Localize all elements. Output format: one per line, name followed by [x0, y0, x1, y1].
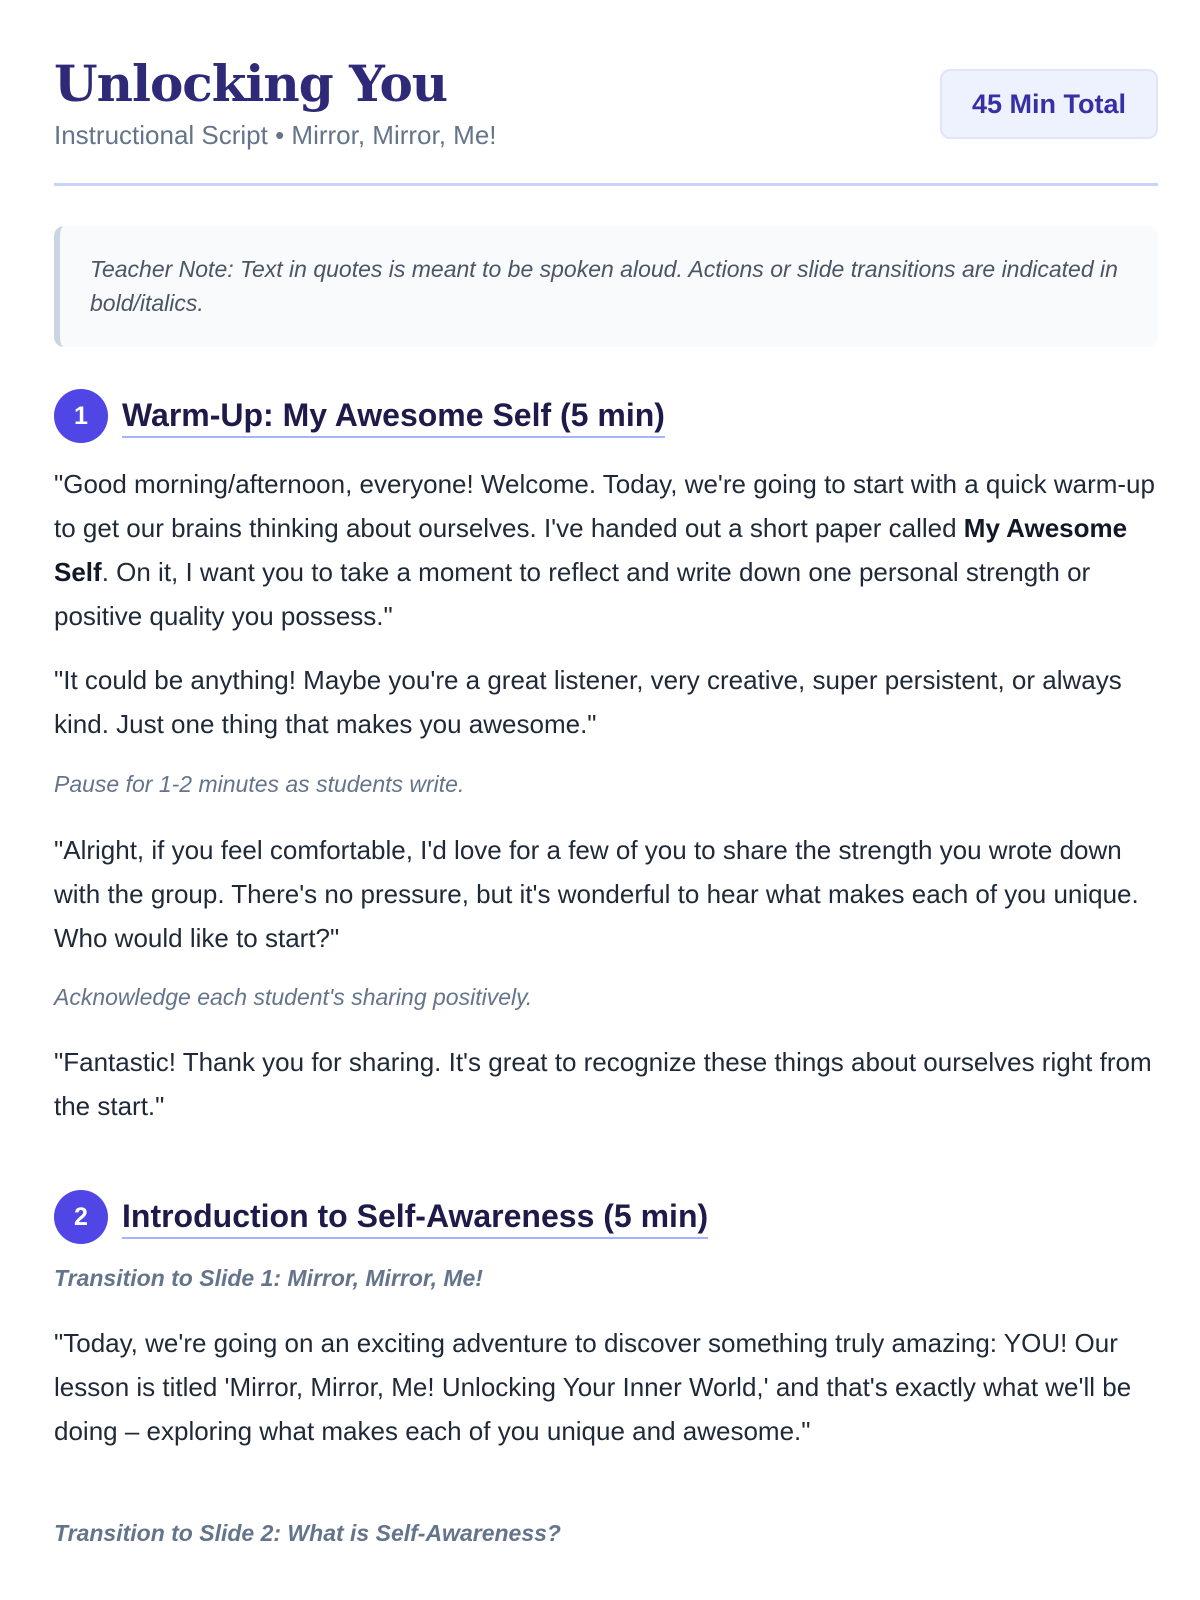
- section-2-slide-transition-1: Transition to Slide 1: Mirror, Mirror, Me!: [54, 1265, 483, 1291]
- section-2-slide-transition-2: Transition to Slide 2: What is Self-Awareness?: [54, 1520, 561, 1546]
- teacher-note: Teacher Note: Text in quotes is meant to be spoken aloud. Actions or slide transitions are indicated in bold/italics.: [54, 226, 1158, 347]
- section-1-heading: [54, 389, 665, 443]
- section-1-paragraph-2: "It could be anything! Maybe you're a great listener, very creative, super persistent, or always kind. Just one thing that makes you awesome.": [54, 665, 1122, 739]
- paragraph-text: . On it, I want you to take a moment to reflect and write down one personal strength or positive quality you possess.": [54, 557, 1091, 631]
- document-subtitle: Instructional Script • Mirror, Mirror, Me!: [54, 120, 497, 150]
- document-header: [54, 0, 1158, 186]
- section-1-paragraph-1: [54, 462, 1158, 638]
- section-1-title: Warm-Up: My Awesome Self (5 min): [122, 394, 665, 438]
- section-1-cue-2: Acknowledge each student's sharing positively.: [54, 984, 533, 1010]
- section-2-number-badge: 2: [54, 1190, 108, 1244]
- section-1-number-badge: 1: [54, 389, 108, 443]
- section-2-heading: [54, 1190, 708, 1244]
- total-time-badge: 45 Min Total: [940, 69, 1158, 139]
- document-title: Unlocking You: [54, 54, 448, 113]
- section-2-paragraph-1: "Today, we're going on an exciting adventure to discover something truly amazing: YOU! Our lesson is titled 'Mirror, Mirror, Me! Unlocking Your Inner World,' and that's exactly what we'll be doing – exploring what makes each of you unique and awesome.": [54, 1328, 1132, 1446]
- section-1-paragraph-4: "Fantastic! Thank you for sharing. It's great to recognize these things about ourselves right from the start.": [54, 1047, 1152, 1121]
- section-1-cue-1: Pause for 1-2 minutes as students write.: [54, 771, 465, 797]
- handout-name: My Awesome Self: [54, 513, 1128, 587]
- section-1-paragraph-3: "Alright, if you feel comfortable, I'd love for a few of you to share the strength you wrote down with the group. There's no pressure, but it's wonderful to hear what makes each of you unique. Who would like to start?": [54, 835, 1139, 953]
- script-page: [54, 0, 1158, 1546]
- section-2-title: Introduction to Self-Awareness (5 min): [122, 1195, 708, 1239]
- paragraph-text: "Good morning/afternoon, everyone! Welcome. Today, we're going to start with a quick warm-up to get our brains thinking about ourselves. I've handed out a short paper called: [54, 469, 1155, 543]
